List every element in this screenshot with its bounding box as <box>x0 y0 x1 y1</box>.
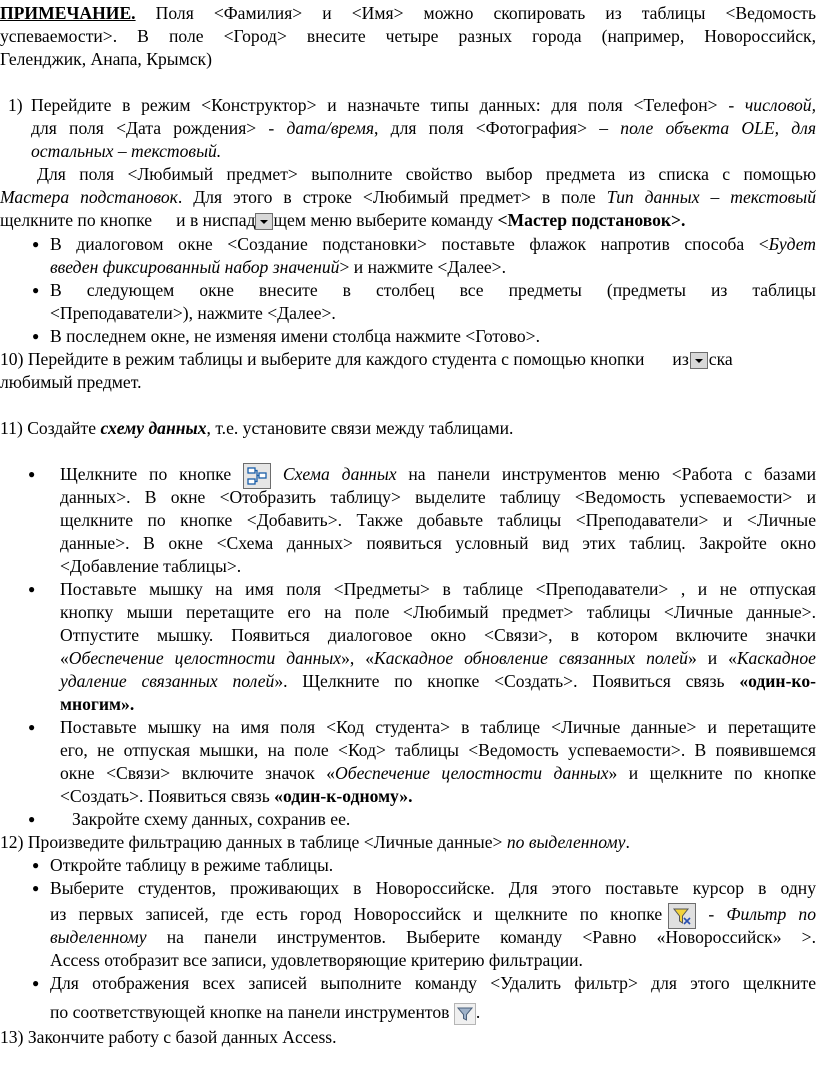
dropdown-arrow-icon <box>690 352 708 369</box>
step-10-line-2: любимый предмет. <box>0 372 142 392</box>
schema-bullet-2-line-3: Отпустите мышку. Появиться диалоговое окно <Связи>, в котором включите значки <box>60 625 816 645</box>
filter-bullet-1-line-1: Откройте таблицу в режиме таблицы. <box>50 855 334 875</box>
schema-bullet-2-line-6: многим». <box>60 694 135 714</box>
note-line-1: ПРИМЕЧАНИЕ. Поля <Фамилия> и <Имя> можно скопировать из таблицы <Ведомость <box>0 3 816 23</box>
note-line-2: успеваемости>. В поле <Город> внесите четыре разных города (например, Новороссийск, <box>0 26 816 46</box>
schema-bullet-2-line-5: удаление связанных полей». Щелкните по кнопке <Создать>. Появиться связь «один-ко- <box>60 671 816 691</box>
schema-bullet-1-line-3: щелкните по кнопке <Добавить>. Также добавьте таблицы <Преподаватели> и <Личные <box>60 510 816 530</box>
schema-bullet-1-line-4: данные>. В окне <Схема данных> появиться условный вид этих таблиц. Закройте окно <box>60 533 816 553</box>
schema-bullet-1-line-1: Щелкните по кнопке Схема данных на панели инструментов меню <Работа с базами <box>60 463 816 489</box>
wizard-bullet-2-line-1: В следующем окне внесите в столбец все предметы (предметы из таблицы <box>50 280 816 300</box>
schema-bullet-3-line-3: окне <Связи> включите значок «Обеспечение целостности данных» и щелкните по кнопке <box>60 763 816 783</box>
bullet-dot: ● <box>28 812 36 826</box>
bullet-dot: ● <box>32 881 40 895</box>
bullet-dot: ● <box>28 467 36 481</box>
bullet-dot: ● <box>32 237 40 251</box>
step-1-line-2: для поля <Дата рождения> - дата/время, для поля <Фотография> – поле объекта OLE, для <box>31 118 816 138</box>
favorite-line-3: щелкните по кнопке и в ниспад щем меню выберите команду <Мастер подстановок>. <box>0 210 686 230</box>
filter-bullet-2-line-2: из первых записей, где есть город Новороссийск и щелкните по кнопке - Фильтр по <box>50 903 816 929</box>
wizard-bullet-3-line-1: В последнем окне, не изменяя имени столбца нажмите <Готово>. <box>50 326 540 346</box>
step-12-line: 12) Произведите фильтрацию данных в таблице <Личные данные> по выделенному. <box>0 832 630 852</box>
favorite-line-1: Для поля <Любимый предмет> выполните свойство выбор предмета из списка с помощью <box>37 164 816 184</box>
schema-bullet-4-line-1: Закройте схему данных, сохранив ее. <box>72 809 351 829</box>
filter-bullet-2-line-4: Access отобразит все записи, удовлетворяющие критерию фильтрации. <box>50 950 583 970</box>
schema-bullet-1-line-5: <Добавление таблицы>. <box>60 556 242 576</box>
schema-bullet-3-line-2: его, не отпуская мышки, на поле <Код> таблицы <Ведомость успеваемости>. В появившемся <box>60 740 816 760</box>
schema-bullet-2-line-1: Поставьте мышку на имя поля <Предметы> в таблице <Преподаватели> , и не отпуская <box>60 579 816 599</box>
dropdown-arrow-icon <box>255 213 273 230</box>
filter-bullet-2-line-1: Выберите студентов, проживающих в Новороссийске. Для этого поставьте курсор в одну <box>50 878 816 898</box>
bullet-dot: ● <box>32 976 40 990</box>
step-1-line-3: остальных – текстовый. <box>31 141 222 161</box>
step-13-line: 13) Закончите работу с базой данных Access. <box>0 1027 337 1047</box>
filter-bullet-3-line-1: Для отображения всех записей выполните команду <Удалить фильтр> для этого щелкните <box>50 973 816 993</box>
schema-bullet-3-line-4: <Создать>. Появиться связь «один-к-одному». <box>60 786 413 806</box>
wizard-bullet-1-line-1: В диалоговом окне <Создание подстановки> поставьте флажок напротив способа <Будет <box>50 234 816 254</box>
step-10-line-1: 10) Перейдите в режим таблицы и выберите для каждого студента с помощью кнопки из ска <box>0 349 733 369</box>
step-11-line: 11) Создайте схему данных, т.е. установите связи между таблицами. <box>0 418 514 438</box>
note-line-3: Геленджик, Анапа, Крымск) <box>0 49 212 69</box>
bullet-dot: ● <box>32 858 40 872</box>
favorite-line-2: Мастера подстановок. Для этого в строке <Любимый предмет> в поле Тип данных – текстовый <box>0 187 816 207</box>
schema-bullet-3-line-1: Поставьте мышку на имя поля <Код студента> в таблице <Личные данные> и перетащите <box>60 717 816 737</box>
bullet-dot: ● <box>32 283 40 297</box>
bullet-dot: ● <box>28 582 36 596</box>
remove-filter-icon <box>454 1003 476 1025</box>
bullet-dot: ● <box>32 329 40 343</box>
bullet-dot: ● <box>28 720 36 734</box>
schema-bullet-2-line-2: кнопку мыши перетащите его на поле <Любимый предмет> таблицы <Личные данные>. <box>60 602 816 622</box>
wizard-bullet-1-line-2: введен фиксированный набор значений> и нажмите <Далее>. <box>50 257 507 277</box>
step-1-number: 1) <box>8 95 23 115</box>
wizard-bullet-2-line-2: <Преподаватели>), нажмите <Далее>. <box>50 303 336 323</box>
filter-bullet-3-line-2: по соответствующей кнопке на панели инструментов . <box>50 1001 480 1025</box>
schema-bullet-1-line-2: данных>. В окне <Отобразить таблицу> выделите таблицу <Ведомость успеваемости> и <box>60 487 816 507</box>
filter-bullet-2-line-3: выделенному на панели инструментов. Выберите команду <Равно «Новороссийск» >. <box>50 927 816 947</box>
step-1-line-1: Перейдите в режим <Конструктор> и назначьте типы данных: для поля <Телефон> - числовой, <box>31 95 816 115</box>
schema-bullet-2-line-4: «Обеспечение целостности данных», «Каскадное обновление связанных полей» и «Каскадное <box>60 648 816 668</box>
